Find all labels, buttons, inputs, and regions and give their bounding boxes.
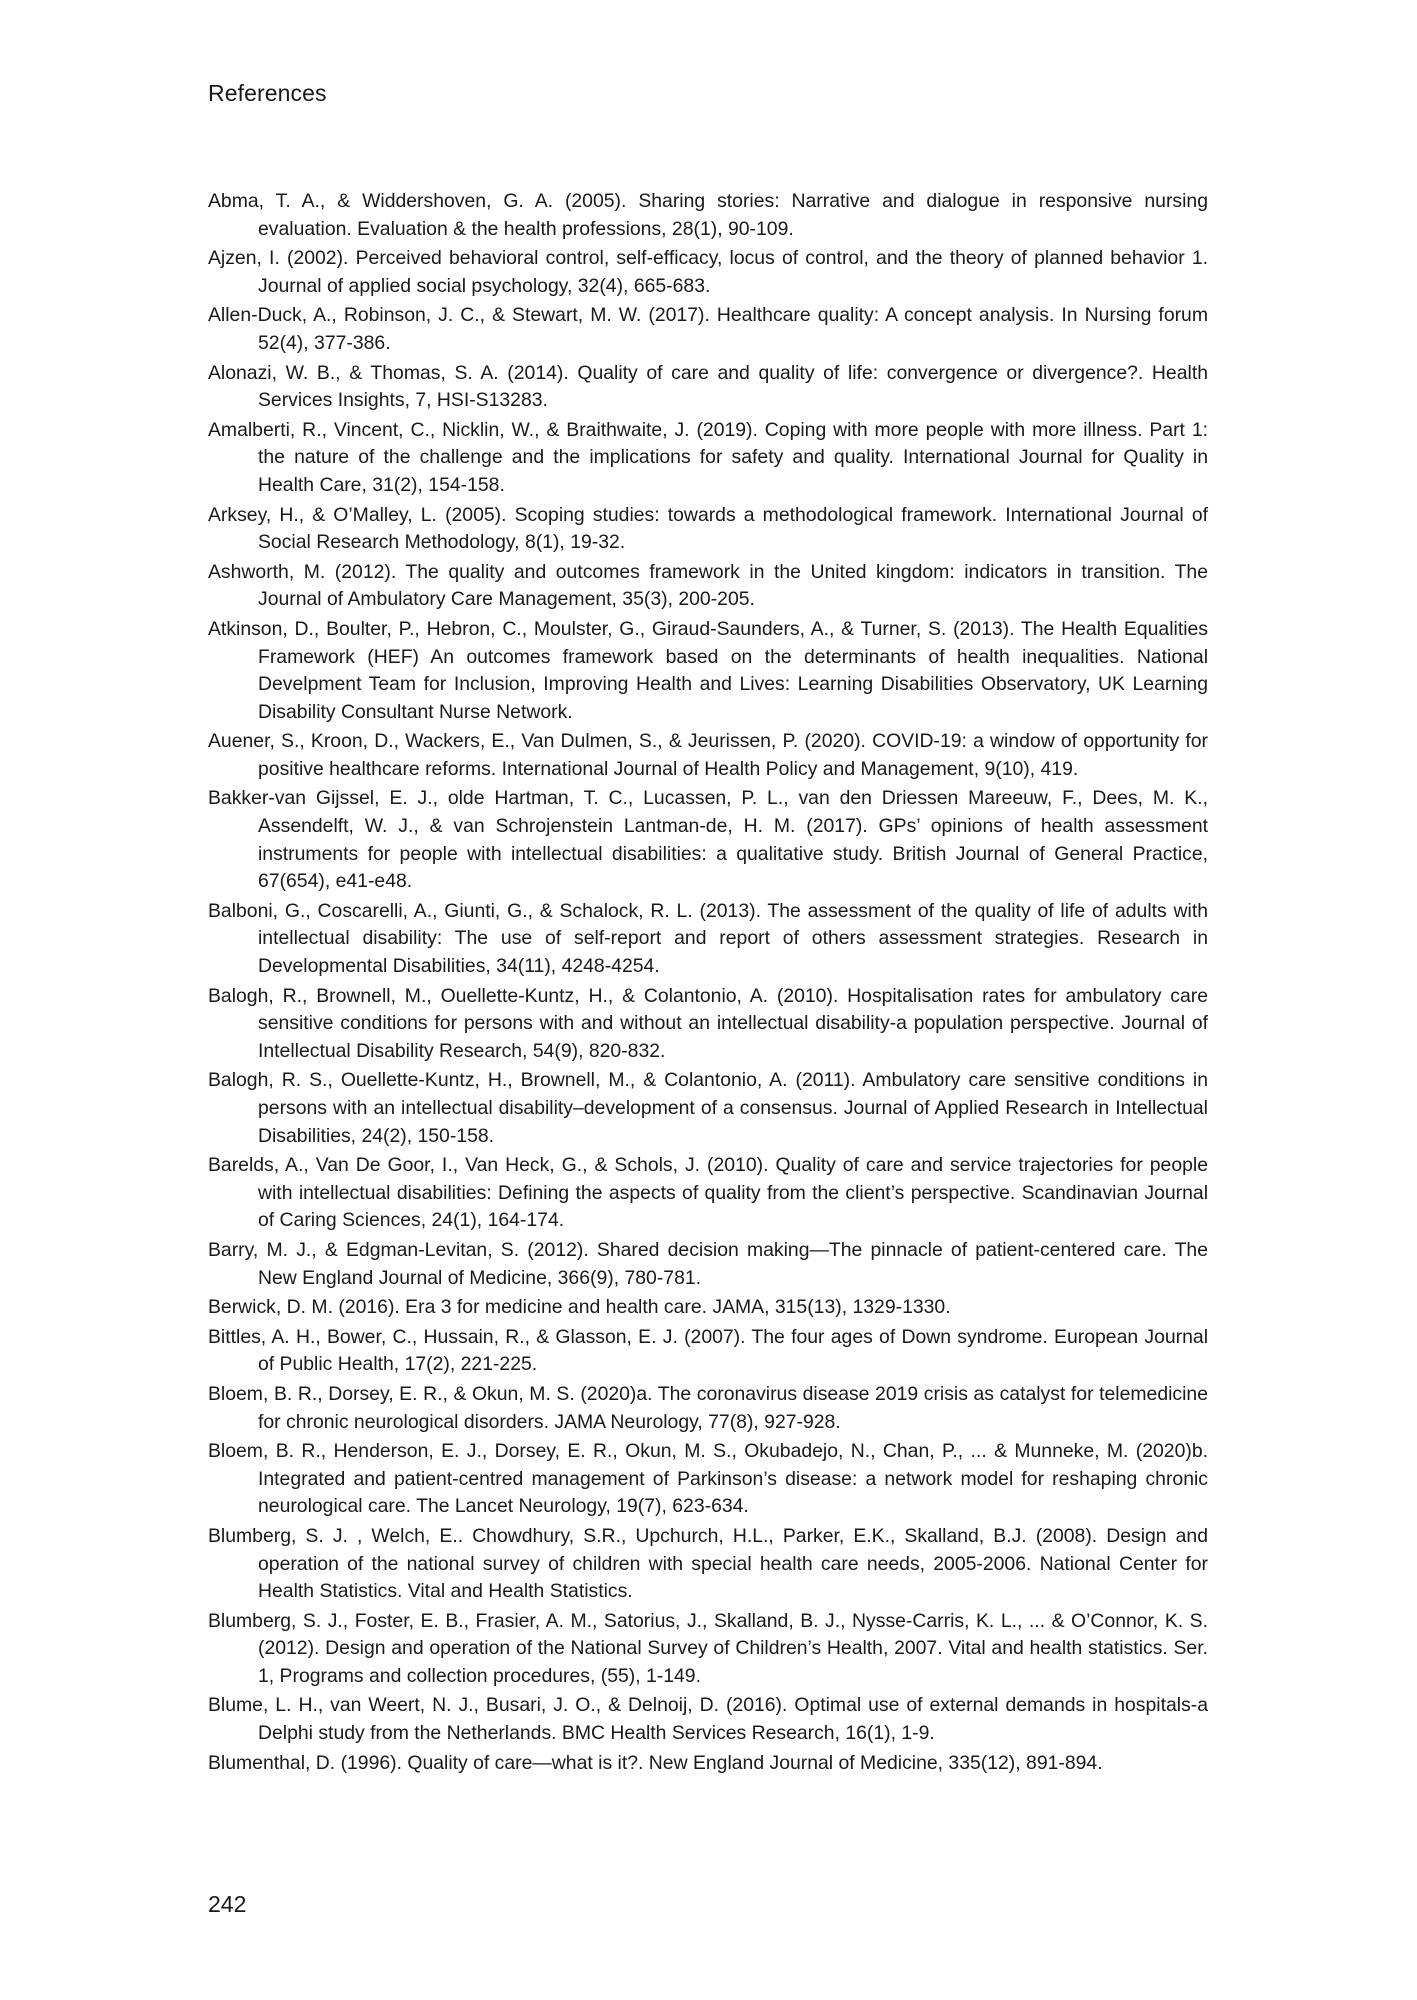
reference-entry: Blume, L. H., van Weert, N. J., Busari, J. O., & Delnoij, D. (2016). Optimal use of external demands in hospitals-a Delphi study from the Netherlands. BMC Health Services Research, 16(1), 1-9. <box>208 1694 1208 1745</box>
reference-entry: Alonazi, W. B., & Thomas, S. A. (2014). Quality of care and quality of life: convergence or divergence?. Health Services Insights, 7, HSI-S13283. <box>208 361 1208 412</box>
reference-entry: Bakker-van Gijssel, E. J., olde Hartman, T. C., Lucassen, P. L., van den Driessen Mareeuw, F., Dees, M. K., Assendelft, W. J., & van Schrojenstein Lantman-de, H. M. (2017). GPs’ opinions of health assessment instruments for people with intellectual disabilities: a qualitative study. British Journal of General Practice, 67(654), e41-e48. <box>208 787 1208 893</box>
reference-entry: Berwick, D. M. (2016). Era 3 for medicine and health care. JAMA, 315(13), 1329-1330. <box>208 1296 951 1319</box>
reference-entry: Blumenthal, D. (1996). Quality of care—what is it?. New England Journal of Medicine, 335(12), 891-894. <box>208 1751 1103 1774</box>
section-title: References <box>208 80 327 106</box>
reference-entry: Ashworth, M. (2012). The quality and outcomes framework in the United kingdom: indicators in transition. The Journal of Ambulatory Care Management, 35(3), 200-205. <box>208 560 1208 611</box>
reference-entry: Balogh, R. S., Ouellette-Kuntz, H., Brownell, M., & Colantonio, A. (2011). Ambulatory care sensitive conditions in persons with an intellectual disability–development of a consensus. Journal of Applied Research in Intellectual Disabilities, 24(2), 150-158. <box>208 1069 1208 1147</box>
reference-entry: Blumberg, S. J. , Welch, E.. Chowdhury, S.R., Upchurch, H.L., Parker, E.K., Skalland, B.J. (2008). Design and operation of the national survey of children with special health care needs, 2005-2006. National Center for Health Statistics. Vital and Health Statistics. <box>208 1524 1208 1603</box>
reference-entry: Bittles, A. H., Bower, C., Hussain, R., & Glasson, E. J. (2007). The four ages of Down syndrome. European Journal of Public Health, 17(2), 221-225. <box>208 1325 1208 1376</box>
reference-entry: Blumberg, S. J., Foster, E. B., Frasier, A. M., Satorius, J., Skalland, B. J., Nysse-Carris, K. L., ... & O’Connor, K. S. (2012). Design and operation of the National Survey of Children’s Health, 2007. Vital and health statistics. Ser. 1, Programs and collection procedures, (55), 1-149. <box>208 1609 1208 1687</box>
reference-entry: Abma, T. A., & Widdershoven, G. A. (2005). Sharing stories: Narrative and dialogue in responsive nursing evaluation. Evaluation & the health professions, 28(1), 90-109. <box>208 190 1208 240</box>
reference-entry: Auener, S., Kroon, D., Wackers, E., Van Dulmen, S., & Jeurissen, P. (2020). COVID-19: a window of opportunity for positive healthcare reforms. International Journal of Health Policy and Management, 9(10), 419. <box>208 730 1208 780</box>
reference-entry: Ajzen, I. (2002). Perceived behavioral control, self-efficacy, locus of control, and the theory of planned behavior 1. Journal of applied social psychology, 32(4), 665-683. <box>208 247 1208 297</box>
reference-entry: Arksey, H., & O’Malley, L. (2005). Scoping studies: towards a methodological framework. International Journal of Social Research Methodology, 8(1), 19-32. <box>208 503 1208 554</box>
reference-entry: Barry, M. J., & Edgman-Levitan, S. (2012). Shared decision making—The pinnacle of patient-centered care. The New England Journal of Medicine, 366(9), 780-781. <box>208 1238 1208 1289</box>
reference-entry: Amalberti, R., Vincent, C., Nicklin, W., & Braithwaite, J. (2019). Coping with more people with more illness. Part 1: the nature of the challenge and the implications for safety and quality. International Journal for Quality in Health Care, 31(2), 154-158. <box>208 418 1208 496</box>
reference-entry: Atkinson, D., Boulter, P., Hebron, C., Moulster, G., Giraud-Saunders, A., & Turner, S. (2013). The Health Equalities Framework (HEF) An outcomes framework based on the determinants of health inequalities. National Develpment Team for Inclusion, Improving Health and Lives: Learning Disabilities Observatory, UK Learning Disability Consultant Nurse Network. <box>208 617 1208 723</box>
reference-entry: Balboni, G., Coscarelli, A., Giunti, G., & Schalock, R. L. (2013). The assessment of the quality of life of adults with intellectual disability: The use of self-report and report of others assessment strategies. Research in Developmental Disabilities, 34(11), 4248-4254. <box>208 899 1208 978</box>
reference-entry: Bloem, B. R., Henderson, E. J., Dorsey, E. R., Okun, M. S., Okubadejo, N., Chan, P., ... & Munneke, M. (2020)b. Integrated and patient-centred management of Parkinson’s disease: a network model for reshaping chronic neurological care. The Lancet Neurology, 19(7), 623-634. <box>208 1440 1208 1518</box>
reference-entry: Allen-Duck, A., Robinson, J. C., & Stewart, M. W. (2017). Healthcare quality: A concept analysis. In Nursing forum 52(4), 377-386. <box>208 304 1208 354</box>
page-number: 242 <box>208 1891 247 1917</box>
reference-entry: Bloem, B. R., Dorsey, E. R., & Okun, M. S. (2020)a. The coronavirus disease 2019 crisis as catalyst for telemedicine for chronic neurological disorders. JAMA Neurology, 77(8), 927-928. <box>208 1382 1208 1433</box>
reference-list <box>208 188 1208 1779</box>
reference-entry: Barelds, A., Van De Goor, I., Van Heck, G., & Schols, J. (2010). Quality of care and service trajectories for people with intellectual disabilities: Defining the aspects of quality from the client’s perspective. Scandinavian Journal of Caring Sciences, 24(1), 164-174. <box>208 1154 1208 1232</box>
reference-entry: Balogh, R., Brownell, M., Ouellette-Kuntz, H., & Colantonio, A. (2010). Hospitalisation rates for ambulatory care sensitive conditions for persons with and without an intellectual disability-a population perspective. Journal of Intellectual Disability Research, 54(9), 820-832. <box>208 984 1208 1062</box>
